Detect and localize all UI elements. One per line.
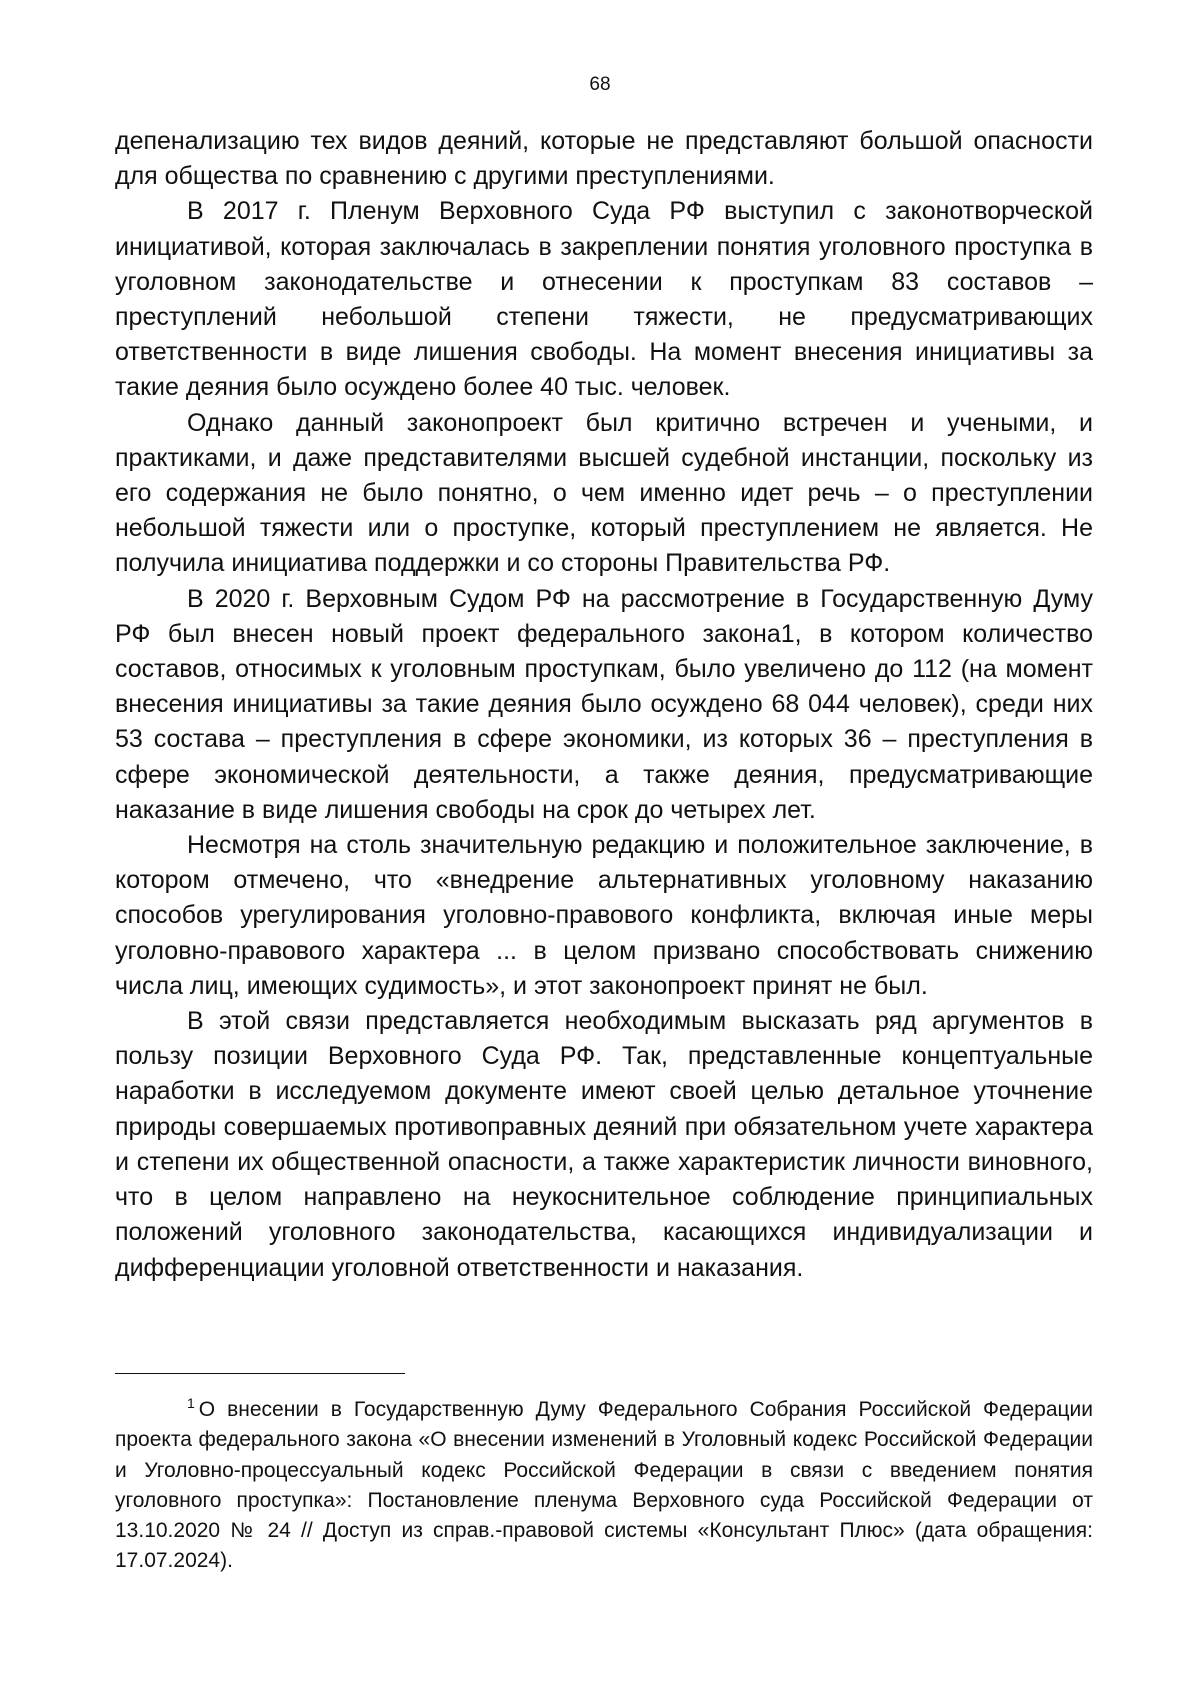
paragraph: Несмотря на столь значительную редакцию и положительное заключение, в котором отмечено, что «внедрение альтернативных уголовному наказанию способов урегулирования уголовно-правового конфликта, включая иные меры уголовно-правового характера ... в целом призвано способствовать снижению числа лиц, имеющих судимость», и этот законопроект принят не был.: [115, 831, 1093, 1000]
footnote-marker: 1: [187, 1395, 195, 1411]
paragraph: Однако данный законопроект был критично встречен и учеными, и практиками, и даже представителями высшей судебной инстанции, поскольку из его содержания не было понятно, о чем именно идет речь – о преступлении небольшой тяжести или о проступке, который преступлением не является. Не получила инициатива поддержки и со стороны Правительства РФ.: [115, 408, 1093, 578]
paragraph: В 2020 г. Верховным Судом РФ на рассмотрение в Государственную Думу РФ был внесен новый проект федерального закона1, в котором количество составов, относимых к уголовным проступкам, было увеличено до 112 (на момент внесения инициативы за такие деяния было осуждено 68 044 человек), среди них 53 состава – преступления в сфере экономики, из которых 36 – преступления в сфере экономической деятельности, а также деяния, предусматривающие наказание в виде лишения свободы на срок до четырех лет.: [115, 584, 1093, 824]
footnote-text: О внесении в Государственную Думу Федерального Собрания Российской Федерации проекта федерального закона «О внесении изменений в Уголовный кодекс Российской Федерации и Уголовно-процессуальный кодекс Российской Федерации в связи с введением понятия уголовного проступка»: Постановление пленума Верховного суда Российской Федерации от 13.10.2020 № 24 // Доступ из справ.-правовой системы «Консультант Плюс» (дата обращения: 17.07.2024).: [115, 1398, 1093, 1573]
page-number: 68: [589, 74, 611, 95]
footnote-divider: [115, 1373, 405, 1374]
paragraph: В этой связи представляется необходимым высказать ряд аргументов в пользу позиции Верховного Суда РФ. Так, представленные концептуальные наработки в исследуемом документе имеют своей целью детальное уточнение природы совершаемых противоправных деяний при обязательном учете характера и степени их общественной опасности, а также характеристик личности виновного, что в целом направлено на неукоснительное соблюдение принципиальных положений уголовного законодательства, касающихся индивидуализации и дифференциации уголовной ответственности и наказания.: [115, 1007, 1093, 1282]
paragraph: В 2017 г. Пленум Верховного Суда РФ выступил с законотворческой инициативой, которая заключалась в закреплении понятия уголовного проступка в уголовном законодательстве и отнесении к проступкам 83 составов – преступлений небольшой степени тяжести, не предусматривающих ответственности в виде лишения свободы. На момент внесения инициативы за такие деяния было осуждено более 40 тыс. человек.: [115, 197, 1093, 402]
footnote: [115, 1395, 1093, 1577]
body-text: [115, 124, 1093, 1286]
paragraph-continuation: депенализацию тех видов деяний, которые не представляют большой опасности для общества по сравнению с другими преступлениями.: [115, 127, 1093, 191]
